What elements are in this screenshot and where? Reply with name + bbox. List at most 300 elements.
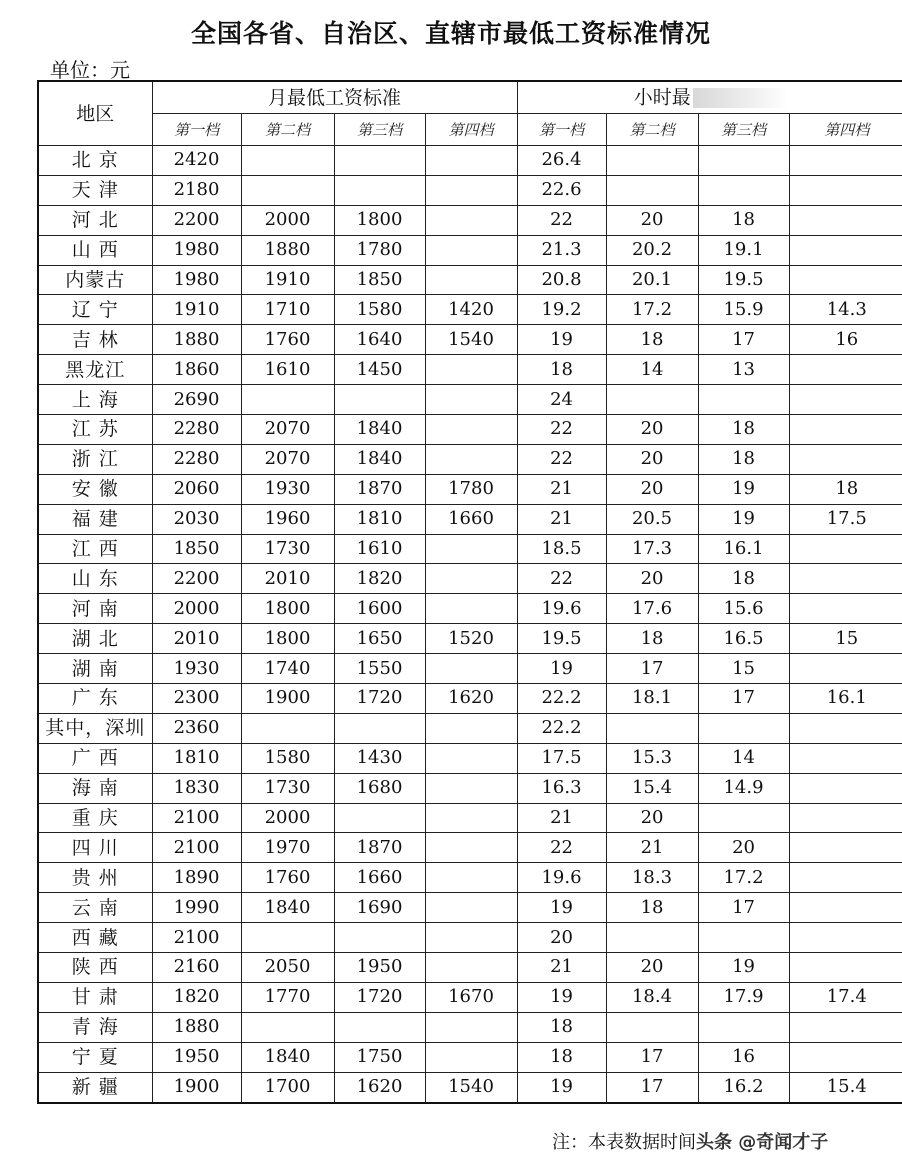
monthly-wage-cell	[425, 534, 517, 564]
table-row	[38, 773, 902, 803]
monthly-wage-cell: 2280	[152, 444, 241, 474]
hourly-wage-cell	[789, 444, 902, 474]
monthly-wage-cell: 1850	[152, 534, 241, 564]
monthly-wage-cell: 1980	[152, 265, 241, 295]
monthly-wage-cell: 1680	[334, 773, 425, 803]
monthly-wage-cell: 2010	[152, 624, 241, 654]
table-row	[38, 444, 902, 474]
monthly-wage-cell: 1830	[152, 773, 241, 803]
hourly-wage-cell	[789, 923, 902, 953]
hourly-wage-cell	[789, 833, 902, 863]
region-cell: 安 徽	[38, 474, 152, 504]
monthly-wage-cell: 1430	[334, 743, 425, 773]
hourly-wage-cell: 22	[517, 415, 606, 445]
region-cell: 广 东	[38, 684, 152, 714]
region-header: 地区	[38, 81, 152, 146]
monthly-wage-cell: 2200	[152, 564, 241, 594]
monthly-wage-cell: 1990	[152, 893, 241, 923]
monthly-wage-cell: 1600	[334, 594, 425, 624]
tier-header: 第三档	[334, 114, 425, 146]
hourly-wage-cell: 20	[606, 803, 698, 833]
monthly-wage-cell: 1690	[334, 893, 425, 923]
region-cell: 新 疆	[38, 1072, 152, 1102]
region-cell: 西 藏	[38, 923, 152, 953]
tier-header: 第三档	[698, 114, 789, 146]
hourly-wage-cell: 20	[698, 833, 789, 863]
hourly-wage-cell: 16.2	[698, 1072, 789, 1102]
hourly-wage-cell	[698, 175, 789, 205]
monthly-wage-cell: 1620	[425, 684, 517, 714]
hourly-wage-cell: 18	[698, 564, 789, 594]
hourly-wage-cell	[789, 385, 902, 415]
hourly-wage-cell: 19	[517, 982, 606, 1012]
watermark: 头条 @奇闻才子	[696, 1132, 829, 1153]
monthly-wage-cell: 2100	[152, 803, 241, 833]
table-row	[38, 713, 902, 743]
monthly-wage-cell: 1520	[425, 624, 517, 654]
monthly-wage-cell	[241, 175, 334, 205]
hourly-wage-cell: 15.4	[789, 1072, 902, 1102]
table-row	[38, 953, 902, 983]
monthly-wage-cell: 2050	[241, 953, 334, 983]
table-row	[38, 504, 902, 534]
hourly-wage-cell: 18	[517, 355, 606, 385]
table-row	[38, 175, 902, 205]
region-cell: 福 建	[38, 504, 152, 534]
table-row	[38, 415, 902, 445]
monthly-wage-cell: 2180	[152, 175, 241, 205]
tier-header-row	[38, 114, 902, 146]
footnote	[552, 1128, 828, 1154]
monthly-wage-cell: 1950	[334, 953, 425, 983]
monthly-wage-cell: 1760	[241, 863, 334, 893]
region-cell: 山 东	[38, 564, 152, 594]
hourly-wage-cell: 22	[517, 444, 606, 474]
monthly-wage-cell	[425, 265, 517, 295]
hourly-wage-cell: 26.4	[517, 146, 606, 176]
hourly-wage-cell	[789, 594, 902, 624]
hourly-wage-cell	[789, 1042, 902, 1072]
monthly-wage-cell: 1800	[334, 205, 425, 235]
hourly-wage-cell	[606, 146, 698, 176]
hourly-wage-cell	[606, 175, 698, 205]
hourly-wage-cell: 17	[698, 325, 789, 355]
monthly-wage-cell	[425, 594, 517, 624]
monthly-wage-cell: 1870	[334, 833, 425, 863]
hourly-wage-cell: 19.6	[517, 863, 606, 893]
hourly-wage-cell	[789, 415, 902, 445]
monthly-wage-cell: 1870	[334, 474, 425, 504]
table-row	[38, 1042, 902, 1072]
region-cell: 宁 夏	[38, 1042, 152, 1072]
monthly-wage-cell: 1810	[152, 743, 241, 773]
hourly-wage-cell: 18.4	[606, 982, 698, 1012]
hourly-wage-cell: 17	[698, 893, 789, 923]
monthly-wage-cell: 1580	[334, 295, 425, 325]
table-row	[38, 624, 902, 654]
hourly-wage-cell: 20	[606, 415, 698, 445]
monthly-wage-cell: 1840	[241, 893, 334, 923]
monthly-header: 月最低工资标准	[152, 81, 517, 114]
hourly-wage-cell: 20.1	[606, 265, 698, 295]
monthly-wage-cell: 2060	[152, 474, 241, 504]
hourly-wage-cell	[789, 713, 902, 743]
monthly-wage-cell: 1720	[334, 684, 425, 714]
region-cell: 河 南	[38, 594, 152, 624]
monthly-wage-cell	[334, 923, 425, 953]
monthly-wage-cell: 1780	[334, 235, 425, 265]
hourly-wage-cell: 21.3	[517, 235, 606, 265]
monthly-wage-cell	[425, 564, 517, 594]
hourly-wage-cell: 18	[606, 325, 698, 355]
region-cell: 贵 州	[38, 863, 152, 893]
monthly-wage-cell	[334, 1012, 425, 1042]
hourly-wage-cell: 13	[698, 355, 789, 385]
hourly-wage-cell: 17.5	[789, 504, 902, 534]
hourly-wage-cell: 21	[517, 474, 606, 504]
monthly-wage-cell	[425, 415, 517, 445]
region-cell: 山 西	[38, 235, 152, 265]
hourly-wage-cell	[789, 773, 902, 803]
hourly-wage-cell: 17.4	[789, 982, 902, 1012]
monthly-wage-cell: 2070	[241, 415, 334, 445]
hourly-wage-cell: 19.6	[517, 594, 606, 624]
monthly-wage-cell: 2030	[152, 504, 241, 534]
monthly-wage-cell: 1620	[334, 1072, 425, 1102]
hourly-wage-cell: 17.6	[606, 594, 698, 624]
hourly-wage-cell: 15.3	[606, 743, 698, 773]
monthly-wage-cell: 1780	[425, 474, 517, 504]
monthly-wage-cell: 1660	[334, 863, 425, 893]
hourly-wage-cell	[698, 146, 789, 176]
monthly-wage-cell: 1820	[152, 982, 241, 1012]
hourly-wage-cell	[789, 534, 902, 564]
hourly-wage-cell: 16.1	[698, 534, 789, 564]
monthly-wage-cell	[241, 146, 334, 176]
monthly-wage-cell	[425, 953, 517, 983]
hourly-wage-cell: 22.6	[517, 175, 606, 205]
monthly-wage-cell: 2000	[152, 594, 241, 624]
monthly-wage-cell: 1610	[334, 534, 425, 564]
hourly-wage-cell: 17.9	[698, 982, 789, 1012]
region-cell: 内蒙古	[38, 265, 152, 295]
hourly-wage-cell: 19	[698, 474, 789, 504]
hourly-wage-cell: 20	[606, 474, 698, 504]
hourly-header-text: 小时最	[633, 86, 691, 108]
hourly-wage-cell	[789, 863, 902, 893]
region-cell: 吉 林	[38, 325, 152, 355]
monthly-wage-cell	[425, 146, 517, 176]
unit-label: 单位：元	[50, 58, 130, 82]
table-row	[38, 1072, 902, 1102]
monthly-wage-cell	[241, 923, 334, 953]
monthly-wage-cell: 1840	[241, 1042, 334, 1072]
hourly-wage-cell: 17	[606, 1042, 698, 1072]
monthly-wage-cell: 1820	[334, 564, 425, 594]
hourly-wage-cell	[789, 564, 902, 594]
monthly-wage-cell: 1960	[241, 504, 334, 534]
hourly-wage-cell: 18.5	[517, 534, 606, 564]
table-row	[38, 385, 902, 415]
monthly-wage-cell: 1860	[152, 355, 241, 385]
monthly-wage-cell: 1750	[334, 1042, 425, 1072]
hourly-wage-cell: 20.5	[606, 504, 698, 534]
hourly-wage-cell: 19	[517, 893, 606, 923]
monthly-wage-cell	[425, 923, 517, 953]
region-cell: 江 西	[38, 534, 152, 564]
monthly-wage-cell: 1720	[334, 982, 425, 1012]
monthly-wage-cell: 1660	[425, 504, 517, 534]
table-row	[38, 534, 902, 564]
region-cell: 上 海	[38, 385, 152, 415]
table-row	[38, 923, 902, 953]
hourly-wage-cell	[698, 1012, 789, 1042]
tier-header: 第二档	[606, 114, 698, 146]
hourly-wage-cell: 17	[606, 654, 698, 684]
table-row	[38, 325, 902, 355]
monthly-wage-cell	[425, 1012, 517, 1042]
region-cell: 四 川	[38, 833, 152, 863]
monthly-wage-cell: 2360	[152, 713, 241, 743]
hourly-wage-cell	[606, 1012, 698, 1042]
hourly-wage-cell: 18	[789, 474, 902, 504]
hourly-wage-cell	[789, 953, 902, 983]
table-row	[38, 863, 902, 893]
hourly-wage-cell: 14.9	[698, 773, 789, 803]
monthly-wage-cell	[425, 863, 517, 893]
hourly-wage-cell: 18	[606, 624, 698, 654]
monthly-wage-cell: 2280	[152, 415, 241, 445]
hourly-wage-cell: 17	[606, 1072, 698, 1102]
table-row	[38, 743, 902, 773]
monthly-wage-cell: 2420	[152, 146, 241, 176]
monthly-wage-cell: 1730	[241, 773, 334, 803]
monthly-wage-cell: 1950	[152, 1042, 241, 1072]
hourly-wage-cell: 20	[606, 953, 698, 983]
monthly-wage-cell	[334, 803, 425, 833]
monthly-wage-cell: 1640	[334, 325, 425, 355]
monthly-wage-cell: 1540	[425, 1072, 517, 1102]
monthly-wage-cell	[241, 1012, 334, 1042]
hourly-wage-cell: 16.1	[789, 684, 902, 714]
hourly-wage-cell: 14	[698, 743, 789, 773]
monthly-wage-cell: 1930	[241, 474, 334, 504]
region-cell: 青 海	[38, 1012, 152, 1042]
hourly-wage-cell: 22	[517, 205, 606, 235]
monthly-wage-cell	[241, 713, 334, 743]
table-row	[38, 1012, 902, 1042]
monthly-wage-cell	[425, 893, 517, 923]
hourly-header	[517, 81, 902, 114]
monthly-wage-cell: 1910	[241, 265, 334, 295]
monthly-wage-cell	[334, 385, 425, 415]
monthly-wage-cell: 2100	[152, 923, 241, 953]
monthly-wage-cell: 1910	[152, 295, 241, 325]
monthly-wage-cell: 1700	[241, 1072, 334, 1102]
hourly-wage-cell: 16	[698, 1042, 789, 1072]
monthly-wage-cell	[425, 773, 517, 803]
monthly-wage-cell: 1810	[334, 504, 425, 534]
hourly-wage-cell: 21	[606, 833, 698, 863]
hourly-wage-cell: 16.3	[517, 773, 606, 803]
hourly-wage-cell: 22.2	[517, 684, 606, 714]
monthly-wage-cell: 2000	[241, 803, 334, 833]
monthly-wage-cell: 1770	[241, 982, 334, 1012]
region-cell: 黑龙江	[38, 355, 152, 385]
hourly-wage-cell: 20	[606, 444, 698, 474]
tier-header: 第二档	[241, 114, 334, 146]
hourly-wage-cell: 20	[606, 205, 698, 235]
region-cell: 甘 肃	[38, 982, 152, 1012]
hourly-wage-cell: 18	[698, 444, 789, 474]
monthly-wage-cell: 2300	[152, 684, 241, 714]
region-cell: 湖 北	[38, 624, 152, 654]
page-title: 全国各省、自治区、直辖市最低工资标准情况	[190, 19, 711, 48]
hourly-wage-cell	[789, 146, 902, 176]
hourly-wage-cell: 14.3	[789, 295, 902, 325]
monthly-wage-cell	[425, 1042, 517, 1072]
hourly-wage-cell	[789, 1012, 902, 1042]
region-cell: 其中，深圳	[38, 713, 152, 743]
monthly-wage-cell: 2070	[241, 444, 334, 474]
min-wage-table	[37, 80, 902, 1104]
monthly-wage-cell: 1710	[241, 295, 334, 325]
hourly-wage-cell	[606, 385, 698, 415]
hourly-wage-cell: 19.2	[517, 295, 606, 325]
monthly-wage-cell	[425, 444, 517, 474]
table-row	[38, 295, 902, 325]
hourly-wage-cell: 16	[789, 325, 902, 355]
hourly-wage-cell	[789, 743, 902, 773]
monthly-wage-cell: 2690	[152, 385, 241, 415]
monthly-wage-cell: 1840	[334, 444, 425, 474]
hourly-wage-cell	[606, 923, 698, 953]
hourly-wage-cell: 22	[517, 564, 606, 594]
monthly-wage-cell	[425, 205, 517, 235]
monthly-wage-cell: 1880	[152, 1012, 241, 1042]
hourly-wage-cell: 18	[517, 1012, 606, 1042]
monthly-wage-cell	[425, 803, 517, 833]
hourly-wage-cell: 15	[789, 624, 902, 654]
monthly-wage-cell	[425, 175, 517, 205]
hourly-wage-cell: 19.5	[698, 265, 789, 295]
hourly-wage-cell: 15.9	[698, 295, 789, 325]
region-cell: 广 西	[38, 743, 152, 773]
footnote-text: 注：本表数据时间	[552, 1132, 696, 1153]
region-cell: 天 津	[38, 175, 152, 205]
monthly-wage-cell: 1890	[152, 863, 241, 893]
hourly-wage-cell	[698, 923, 789, 953]
table-row	[38, 265, 902, 295]
hourly-wage-cell: 20	[606, 564, 698, 594]
hourly-wage-cell: 17	[698, 684, 789, 714]
monthly-wage-cell	[425, 355, 517, 385]
monthly-wage-cell: 1540	[425, 325, 517, 355]
region-cell: 辽 宁	[38, 295, 152, 325]
monthly-wage-cell: 2010	[241, 564, 334, 594]
table-row	[38, 833, 902, 863]
monthly-wage-cell: 1580	[241, 743, 334, 773]
monthly-wage-cell: 1420	[425, 295, 517, 325]
table-row	[38, 146, 902, 176]
monthly-wage-cell	[425, 713, 517, 743]
table-row	[38, 235, 902, 265]
hourly-wage-cell: 18.3	[606, 863, 698, 893]
table-row	[38, 654, 902, 684]
hourly-wage-cell: 19	[517, 325, 606, 355]
hourly-wage-cell	[606, 713, 698, 743]
blurred-text	[693, 88, 788, 108]
table-row	[38, 594, 902, 624]
monthly-wage-cell: 1760	[241, 325, 334, 355]
hourly-wage-cell: 18	[698, 205, 789, 235]
monthly-wage-cell: 2000	[241, 205, 334, 235]
monthly-wage-cell	[425, 743, 517, 773]
hourly-wage-cell	[789, 175, 902, 205]
monthly-wage-cell: 1930	[152, 654, 241, 684]
monthly-wage-cell	[334, 146, 425, 176]
table-row	[38, 982, 902, 1012]
hourly-wage-cell: 19	[517, 1072, 606, 1102]
monthly-wage-cell: 1800	[241, 594, 334, 624]
monthly-wage-cell: 1970	[241, 833, 334, 863]
hourly-wage-cell: 14	[606, 355, 698, 385]
table-row	[38, 564, 902, 594]
hourly-wage-cell: 20	[517, 923, 606, 953]
hourly-wage-cell: 21	[517, 504, 606, 534]
hourly-wage-cell: 24	[517, 385, 606, 415]
hourly-wage-cell	[698, 713, 789, 743]
monthly-wage-cell: 1650	[334, 624, 425, 654]
hourly-wage-cell: 17.5	[517, 743, 606, 773]
hourly-wage-cell: 15.4	[606, 773, 698, 803]
table-row	[38, 684, 902, 714]
monthly-wage-cell	[334, 175, 425, 205]
tier-header: 第四档	[425, 114, 517, 146]
region-cell: 重 庆	[38, 803, 152, 833]
monthly-wage-cell: 1840	[334, 415, 425, 445]
hourly-wage-cell	[789, 205, 902, 235]
hourly-wage-cell: 18	[698, 415, 789, 445]
region-cell: 海 南	[38, 773, 152, 803]
hourly-wage-cell: 19	[698, 953, 789, 983]
hourly-wage-cell: 15.6	[698, 594, 789, 624]
hourly-wage-cell	[789, 893, 902, 923]
table-row	[38, 205, 902, 235]
hourly-wage-cell: 20.8	[517, 265, 606, 295]
monthly-wage-cell: 1980	[152, 235, 241, 265]
monthly-wage-cell: 2160	[152, 953, 241, 983]
table-row	[38, 474, 902, 504]
tier-header: 第四档	[789, 114, 902, 146]
monthly-wage-cell: 1880	[241, 235, 334, 265]
hourly-wage-cell: 17.2	[606, 295, 698, 325]
monthly-wage-cell: 1900	[152, 1072, 241, 1102]
hourly-wage-cell: 16.5	[698, 624, 789, 654]
monthly-wage-cell: 1730	[241, 534, 334, 564]
hourly-wage-cell	[789, 803, 902, 833]
hourly-wage-cell: 19	[517, 654, 606, 684]
region-cell: 江 苏	[38, 415, 152, 445]
hourly-wage-cell: 18	[606, 893, 698, 923]
hourly-wage-cell: 19.5	[517, 624, 606, 654]
hourly-wage-cell: 17.3	[606, 534, 698, 564]
monthly-wage-cell	[425, 833, 517, 863]
hourly-wage-cell: 15	[698, 654, 789, 684]
monthly-wage-cell: 1450	[334, 355, 425, 385]
region-cell: 河 北	[38, 205, 152, 235]
monthly-wage-cell	[241, 385, 334, 415]
